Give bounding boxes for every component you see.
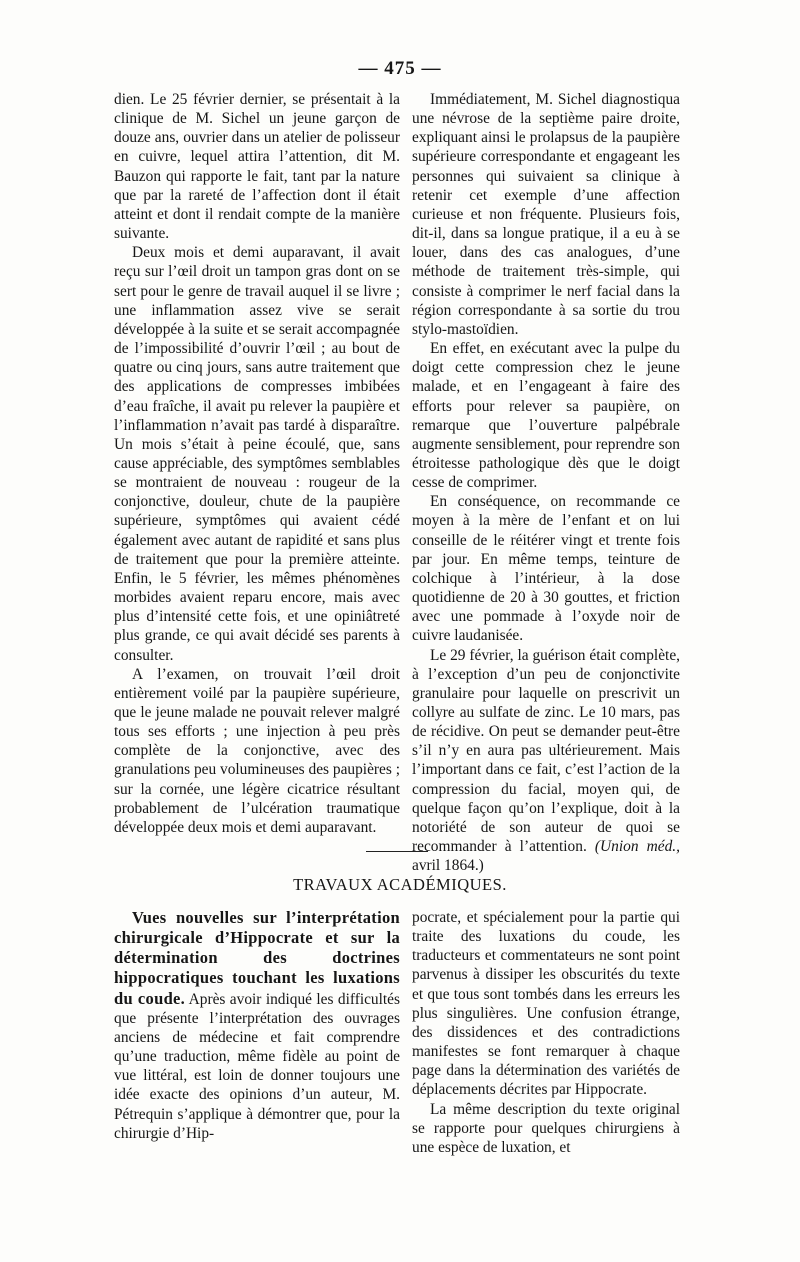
paragraph-text: Après avoir indiqué les difficultés que présente l’interprétation des ouvrages anciens de médecine et fait comprendre qu’une traduction, même fidèle au point de vue littéral, est loin de donner toujours une idée exacte des opinions d’un auteur, M. Pétrequin s’applique à démontrer que, pour la chirurgie d’Hip- [114,990,400,1142]
paragraph: En effet, en exécutant avec la pulpe du doigt cette compression chez le jeune malade, et en l’engageant à faire des efforts pour relever sa paupière, on remarque que l’ouverture palpébrale augmente sensiblement, pour reprendre son étroitesse pathologique dès que le doigt cesse de comprimer. [412,340,680,492]
paragraph: A l’examen, on trouvait l’œil droit entièrement voilé par la paupière supérieure, que le jeune malade ne pouvait relever malgré tous ses efforts ; une injection à peu près complète de la conjonctive, avec des granulations peu volumineuses des paupières ; sur la cornée, une légère cicatrice résultant probablement de l’ulcération traumatique développée deux mois et demi auparavant. [114,665,400,836]
paragraph: Immédiatement, M. Sichel diagnostiqua une névrose de la septième paire droite, expliquant ainsi le prolapsus de la paupière supérieure correspondante et engageant les personnes qui suivaient sa clinique à retenir cet exemple d’une affection curieuse et non fréquente. Plusieurs fois, dit-il, dans sa longue pratique, il a eu à se louer, dans des cas analogues, d’une méthode de traitement très-simple, qui consiste à comprimer le nerf facial dans la région correspondante à sa sortie du trou stylo-mastoïdien. [412,91,680,338]
academic-right-column [412,908,680,1157]
paragraph [412,646,680,876]
paragraph: dien. Le 25 février dernier, se présentait à la clinique de M. Sichel un jeune garçon de douze ans, ouvrier dans un atelier de polisseur en cuivre, lequel attira l’attention, dit M. Bauzon qui rapporte le fait, tant par la nature que par la rareté de l’affection dont il était atteint et dont il rendait compte de la manière suivante. [114,91,400,243]
academic-left-column [114,908,400,1143]
section-divider [366,851,428,852]
page-number: — 475 — [358,58,442,79]
article-heading: Vues nouvelles sur l’interprétation chirurgicale d’Hippocrate et sur la détermination des doctrines hippocratiques touchant les luxations du coude. [114,908,400,1008]
paragraph: En conséquence, on recommande ce moyen à la mère de l’enfant et on lui conseille de le réitérer vingt et trente fois par jour. En même temps, teinture de colchique à l’intérieur, à la dose quotidienne de 20 à 30 gouttes, et friction avec une pommade à l’oxyde noir de cuivre laudanisée. [412,493,680,645]
paragraph [114,908,400,1143]
paragraph: Deux mois et demi auparavant, il avait reçu sur l’œil droit un tampon gras dont on se sert pour le genre de travail auquel il se livre ; une inflammation assez vive se serait développée à la suite et se serait accompagnée de l’impossibilité d’ouvrir l’œil ; au bout de quatre ou cinq jours, sans autre traitement que des applications de compresses imbibées d’eau fraîche, il avait pu relever la paupière et l’inflammation n’avait pas tardé à disparaître. Un mois s’était à peine écoulé, que, sans cause appréciable, des symptômes semblables se montraient de nouveau : rougeur de la conjonctive, douleur, chute de la paupière supérieure, symptômes qui avaient cédé également avec autant de rapidité et sans plus de traitement que pour la première atteinte. Enfin, le 5 février, les mêmes phénomènes morbides avaient reparu encore, mais avec plus d’intensité cette fois, et une opiniâtreté plus grande, ce qui avait décidé ses parents à consulter. [114,244,400,664]
paragraph: pocrate, et spécialement pour la partie qui traite des luxations du coude, les traducteurs et commentateurs ne sont point parvenus à dissiper les obscurités du texte et que tous sont tombés dans les erreurs les plus singulières. Une confusion étrange, des dissidences et des contradictions manifestes se font remarquer à chaque page dans la détermination des variétés de déplacements décrites par Hippocrate. [412,909,680,1099]
article-left-column [114,90,400,837]
citation-date: avril 1864.) [412,857,484,875]
paragraph-text: Le 29 février, la guérison était complète, à l’exception d’un peu de conjonctivite granulaire pour laquelle on prescrivit un collyre au sulfate de zinc. Le 10 mars, pas de récidive. On peut se demander peut-être s’il n’y en aura pas ultérieurement. Mais l’important dans ce fait, c’est l’action de la compression du facial, moyen qui, de quelque façon qu’on l’explique, doit à la notoriété de son auteur de quoi se recommander à l’attention. [412,646,680,856]
paragraph: La même description du texte original se rapporte pour quelques chirurgiens à une espèce de luxation, et [412,1100,680,1156]
section-title: TRAVAUX ACADÉMIQUES. [293,875,507,894]
citation-source: (Union méd., [594,838,680,856]
article-right-column [412,90,680,875]
